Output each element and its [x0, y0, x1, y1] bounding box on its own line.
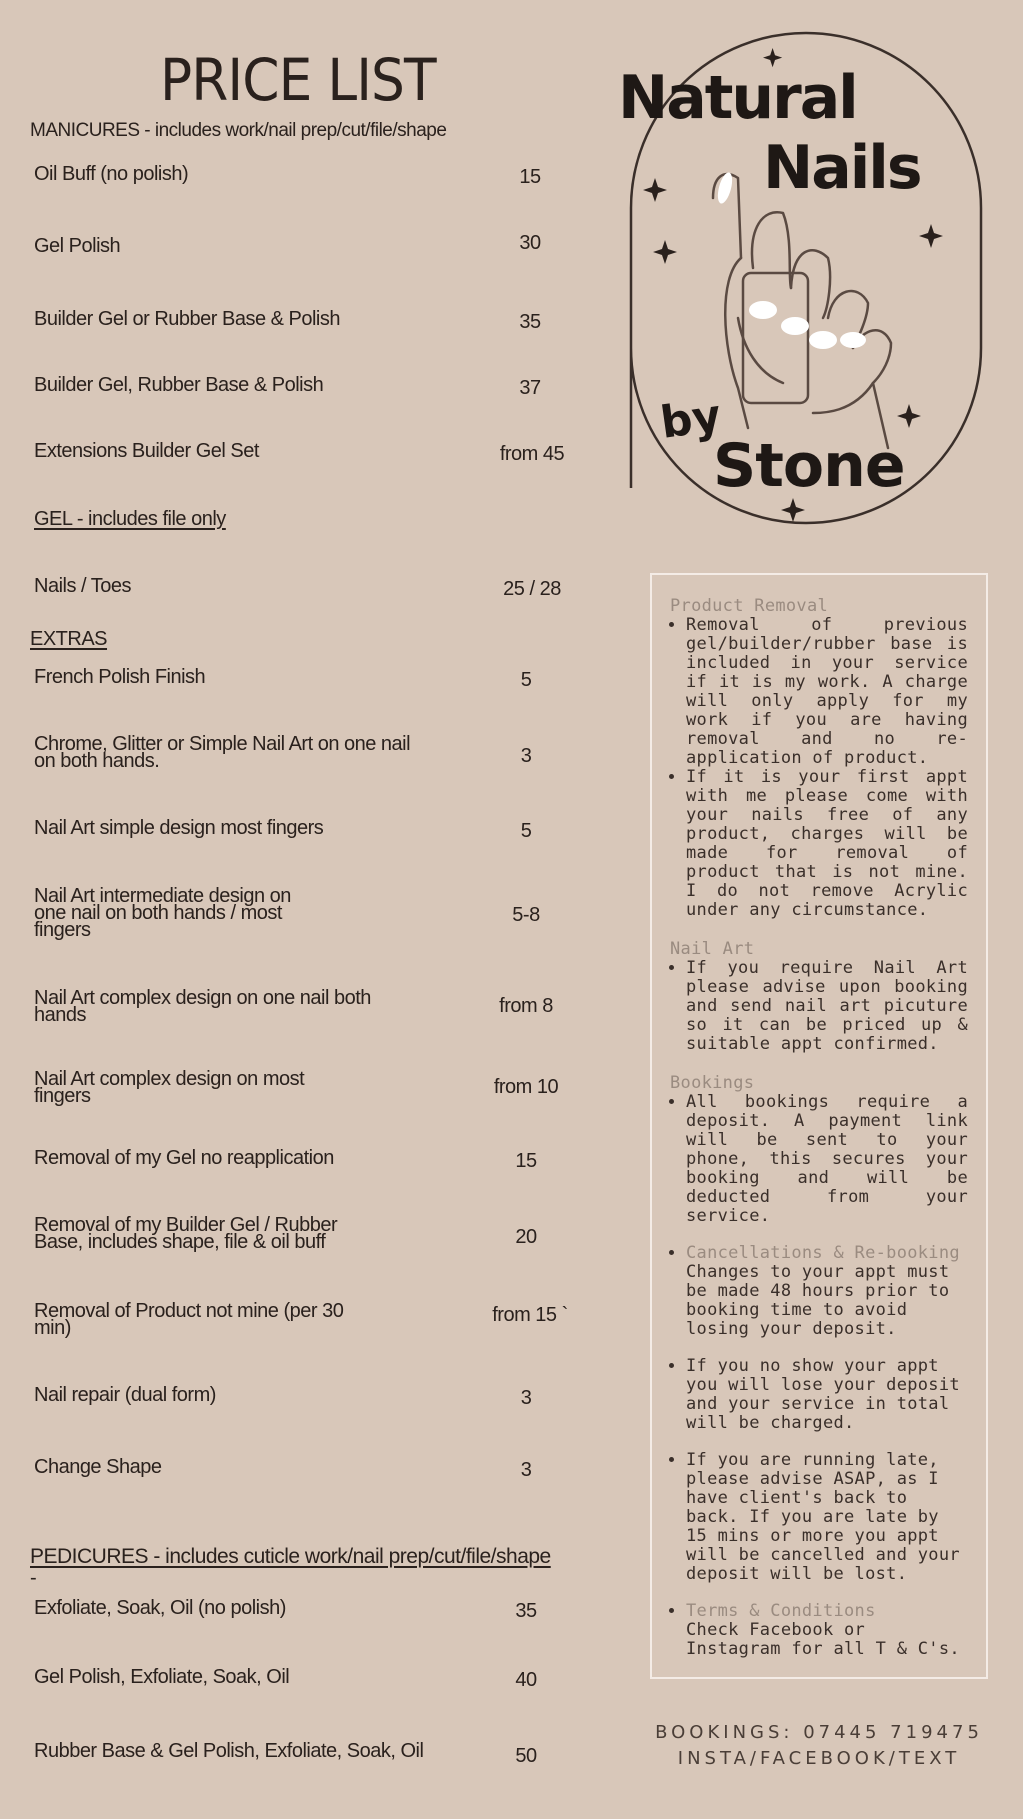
- pedicures-heading-extra: -: [30, 1567, 37, 1589]
- policy-info-box: [650, 573, 988, 1679]
- list-item: [686, 1602, 968, 1659]
- manicure-item-price: 30: [519, 232, 541, 254]
- cancellations-list: [670, 1244, 968, 1659]
- extras-item-name: Nail Art complex design on one nail both hands: [34, 987, 371, 1026]
- extras-item-price: 15: [515, 1150, 537, 1172]
- booking-channels: INSTA/FACEBOOK/TEXT: [677, 1748, 961, 1769]
- terms-heading: Terms & Conditions: [686, 1601, 876, 1621]
- bookings-list: [670, 1093, 968, 1226]
- nail-art-heading: Nail Art: [670, 939, 755, 959]
- list-item: • Removal of previous gel/builder/rubber base is included in your service if it is my work. A charge will only apply for my work if you are having removal and no re-application of product.: [686, 616, 968, 768]
- manicure-item-name: Oil Buff (no polish): [34, 163, 189, 185]
- extras-item-name: Nail Art simple design most fingers: [34, 817, 324, 839]
- list-item: • If you are running late, please advise ASAP, as I have client's back to back. If you are late by 15 mins or more you appt will be cancelled and your deposit will be lost.: [686, 1451, 968, 1584]
- extras-item-price: 5: [520, 820, 532, 842]
- manicure-item-price: 35: [519, 311, 541, 333]
- manicure-item-name: Extensions Builder Gel Set: [34, 440, 259, 462]
- logo-text-natural: Natural: [618, 63, 857, 133]
- nail-art-list: [670, 959, 968, 1054]
- cancellations-intro: Changes to your appt must be made 48 hours prior to booking time to avoid losing your deposit.: [686, 1262, 950, 1339]
- extras-item-price: 5: [520, 669, 532, 691]
- gel-item-name: Nails / Toes: [34, 575, 132, 597]
- hand-illustration-icon: [713, 174, 891, 448]
- list-item: • If it is your first appt with me please come with your nails free of any product, charges will be made for removal of product that is not mine. I do not remove Acrylic under any circumstance.: [686, 768, 968, 920]
- logo-text-nails: Nails: [763, 133, 921, 203]
- extras-item-name: Change Shape: [34, 1456, 162, 1478]
- extras-item-name: Nail repair (dual form): [34, 1384, 216, 1406]
- list-item: • All bookings require a deposit. A payment link will be sent to your phone, this secures your booking and will be deducted from your service.: [686, 1093, 968, 1226]
- extras-item-name: Removal of my Builder Gel / Rubber Base, includes shape, file & oil buff: [34, 1214, 338, 1253]
- list-item: • If you require Nail Art please advise upon booking and send nail art picuture so it can be priced up & suitable appt confirmed.: [686, 959, 968, 1054]
- pedicure-item-name: Gel Polish, Exfoliate, Soak, Oil: [34, 1666, 290, 1688]
- list-item: [686, 1244, 968, 1339]
- manicure-item-name: Builder Gel, Rubber Base & Polish: [34, 374, 324, 396]
- extras-item-name: Nail Art complex design on most fingers: [34, 1068, 305, 1107]
- extras-item-price: 5-8: [512, 904, 540, 926]
- pedicure-item-name: Rubber Base & Gel Polish, Exfoliate, Soak, Oil: [34, 1740, 424, 1762]
- extras-item-name: Chrome, Glitter or Simple Nail Art on one nail on both hands.: [34, 733, 411, 772]
- cancellations-heading: Cancellations & Re-booking: [686, 1243, 960, 1263]
- manicure-item-price: from 45: [499, 443, 565, 465]
- natural-nails-logo: [613, 18, 999, 538]
- extras-item-price: from 8: [499, 995, 553, 1017]
- pedicure-item-price: 50: [515, 1745, 537, 1767]
- extras-item-price: from 10: [493, 1076, 559, 1098]
- page-title: PRICE LIST: [160, 46, 436, 114]
- manicure-item-price: 15: [519, 166, 541, 188]
- extras-item-price: 20: [515, 1226, 537, 1248]
- pedicure-item-price: 40: [515, 1669, 537, 1691]
- pedicure-item-name: Exfoliate, Soak, Oil (no polish): [34, 1597, 286, 1619]
- terms-text: Check Facebook or Instagram for all T & C's.: [686, 1620, 960, 1659]
- manicures-heading: MANICURES - includes work/nail prep/cut/file/shape: [30, 120, 447, 141]
- extras-item-name: Removal of Product not mine (per 30 min): [34, 1300, 344, 1339]
- manicure-item-name: Builder Gel or Rubber Base & Polish: [34, 308, 340, 330]
- extras-item-name: Removal of my Gel no reapplication: [34, 1147, 334, 1169]
- gel-item-price: 25 / 28: [503, 578, 561, 600]
- list-item: • If you no show your appt you will lose your deposit and your service in total will be charged.: [686, 1357, 968, 1433]
- manicure-item-name: Gel Polish: [34, 235, 121, 257]
- logo-text-stone: Stone: [713, 431, 905, 501]
- extras-item-name: Nail Art intermediate design on one nail on both hands / most fingers: [34, 885, 291, 941]
- manicure-item-price: 37: [519, 377, 541, 399]
- extras-item-price: 3: [520, 1387, 532, 1409]
- extras-item-name: French Polish Finish: [34, 666, 206, 688]
- product-removal-list: [670, 616, 968, 920]
- extras-item-price: 3: [520, 1459, 532, 1481]
- pedicures-heading: PEDICURES - includes cuticle work/nail prep/cut/file/shape: [30, 1545, 551, 1568]
- gel-heading: GEL - includes file only: [34, 508, 226, 530]
- bookings-heading: Bookings: [670, 1073, 755, 1093]
- extras-item-price: 3: [520, 745, 532, 767]
- bookings-phone: BOOKINGS: 07445 719475: [655, 1722, 983, 1743]
- extras-item-price: from 15 `: [492, 1304, 568, 1326]
- product-removal-heading: Product Removal: [670, 596, 829, 616]
- logo-text-by: by: [657, 390, 725, 449]
- pedicure-item-price: 35: [515, 1600, 537, 1622]
- extras-heading: EXTRAS: [30, 628, 108, 650]
